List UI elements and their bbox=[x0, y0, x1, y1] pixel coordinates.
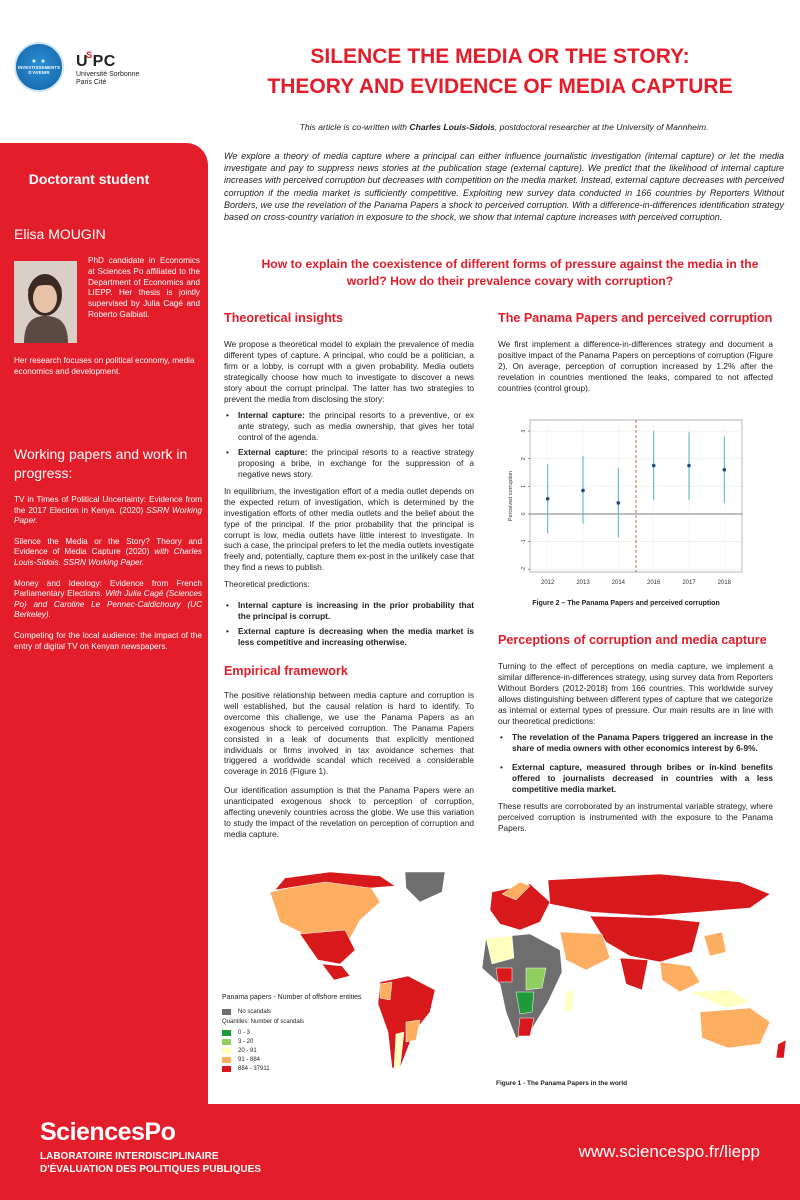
abstract: We explore a theory of media capture where a principal can either influence journalistic investigation (internal capture) or let the media investigate and pay to suppress news stories at the publication stage (external capture). We predict that the likelihood of internal capture increases with perceived corruption but decreases with competition on the media market. Instead, external capture decreases with perceived corruption if the media market is sufficiently competitive. Exploiting new survey data conducted in 166 countries by Reporters Without Borders, we use the revelation of the Panama Papers a shock to perceived corruption. With a difference-in-differences identification strategy based on cross-country variation in exposure to the shock, we show that internal capture increases with perceived corruption. bbox=[224, 151, 784, 223]
author-role: Doctorant student bbox=[28, 171, 150, 187]
works-list bbox=[14, 495, 202, 662]
poster-title bbox=[240, 42, 760, 102]
uspc-mark: $U^SPC$ bbox=[76, 50, 116, 70]
author-bio: PhD candidate in Economics at Sciences Po affiliated to the Department of Economics and LIEPP. Her thesis is jointly supervised by Julia Cagé and Roberto Galbiati. bbox=[88, 256, 200, 319]
result-bullet: • The revelation of the Panama Papers triggered an increase in the share of media owners with other economics interest by 6-9%. bbox=[498, 732, 773, 754]
legend-swatch-no-scandals bbox=[222, 1009, 231, 1015]
y-tick-label: 2 bbox=[521, 457, 527, 461]
perceptions-title: Perceptions of corruption and media capture bbox=[498, 633, 767, 647]
theory-bullet: • Internal capture: the principal resorts to a preventive, or ex ante strategy, such as media ownership, that gives her total control of the agenda. bbox=[224, 410, 474, 443]
stars-icon: ★ ★ bbox=[31, 58, 47, 65]
legend-row: No scandals bbox=[222, 1007, 422, 1016]
work-item: Competing for the local audience: the impact of the entry of digital TV on Kenyan newspapers. bbox=[14, 630, 202, 651]
x-tick-label: 2014 bbox=[611, 580, 626, 586]
sciencespo-logo: SciencesPo bbox=[40, 1118, 176, 1146]
estimate-point bbox=[546, 497, 550, 501]
legend-label: 91 - 884 bbox=[238, 1056, 261, 1063]
empirical-paragraph: The positive relationship between media capture and corruption is well established, but the causal relation is hard to identify. To overcome this challenge, we use the Panama Papers as an exogenous shock to perceived corruption. The Panama Papers consisted in a leak of documents that explicitly mentioned individuals or firms involved in tax avoidance schemes that triggered a worldwide scandal which received a considerable coverage in 2016 (Figure 1). bbox=[224, 690, 474, 777]
y-tick-label: 3 bbox=[521, 429, 527, 433]
x-tick-label: 2016 bbox=[646, 580, 661, 586]
panama-body bbox=[498, 339, 773, 400]
theory-predictions-label: Theoretical predictions: bbox=[224, 579, 310, 590]
map-legend bbox=[222, 994, 422, 1073]
legend-label: 884 - 37911 bbox=[238, 1065, 270, 1072]
legend-swatch bbox=[222, 1030, 231, 1036]
footer bbox=[0, 1104, 800, 1200]
works-title: Working papers and work in progress: bbox=[14, 446, 188, 481]
lab-name: LABORATOIRE INTERDISCIPLINAIRE D'ÉVALUATION DES POLITIQUES PUBLIQUES bbox=[40, 1151, 261, 1175]
legend-row bbox=[222, 1046, 422, 1055]
author-photo bbox=[14, 261, 77, 343]
perceptions-body bbox=[498, 661, 773, 840]
legend-title: Panama papers - Number of offshore entities bbox=[222, 994, 362, 1001]
y-tick-label: -1 bbox=[521, 539, 527, 544]
author-portrait-icon bbox=[14, 261, 77, 343]
uspc-line1: Université Sorbonne bbox=[76, 71, 140, 78]
theory-bullet: • External capture: the principal resorts to a reactive strategy proposing a bribe, in exchange for the suppression of a negative news story. bbox=[224, 447, 474, 480]
legend-label: 3 - 20 bbox=[238, 1038, 254, 1045]
legend-swatch bbox=[222, 1048, 231, 1054]
panama-paragraph: We first implement a difference-in-differences strategy and document a positive impact of the Panama Papers on perceptions of corruption (Figure 2). On average, perception of corruption increased by 1.2% after the revelation in countries mentioned the leaks, compared to not affected countries (control group). bbox=[498, 339, 773, 393]
x-tick-label: 2013 bbox=[576, 580, 590, 586]
empirical-paragraph: Our identification assumption is that the Panama Papers were an unanticipated exogenous shock to perception of corruption, affecting unevenly countries across the globe. We use this variation to study the impact of the revelation on perception of corruption and media capture. bbox=[224, 785, 474, 839]
title-line2: THEORY AND EVIDENCE OF MEDIA CAPTURE bbox=[267, 75, 733, 98]
research-question: How to explain the coexistence of different forms of pressure against the media in the world? How do their prevalence covary with corruption? bbox=[261, 257, 759, 288]
figure2-caption: Figure 2 – The Panama Papers and perceived corruption bbox=[532, 600, 720, 607]
legend-swatch bbox=[222, 1039, 231, 1045]
abstract-emphasis: Panama Papers bbox=[373, 199, 439, 210]
x-tick-label: 2017 bbox=[682, 580, 696, 586]
theory-body bbox=[224, 339, 474, 654]
theory-paragraph: In equilibrium, the investigation effort of a media outlet depends on the expected return of investigation, which is determined by the investigation efforts of other media outlets and the belief about the type of the principal. If the prior probability that the principal is corrupt is low, media outlets have little interest to investigate. In such a case, the principal prefers to let the media outlets investigate freely and, potentially, capture them ex-post in the unlikely case that they find a news to publish. bbox=[224, 485, 474, 573]
y-tick-label: 0 bbox=[521, 512, 527, 516]
title-line1: SILENCE THE MEDIA OR THE STORY: bbox=[310, 45, 690, 68]
website-link[interactable]: www.sciencespo.fr/liepp bbox=[578, 1142, 760, 1161]
legend-row bbox=[222, 1055, 422, 1064]
x-tick-label: 2018 bbox=[717, 580, 732, 586]
theory-title: Theoretical insights bbox=[224, 311, 343, 325]
perceptions-paragraph: Turning to the effect of perceptions on media capture, we implement a similar difference-in-differences strategy, using survey data from Reporters Without Borders (2012-2018) from 166 countries. This worldwide survey allows distinguishing between different types of capture that we categorize as internal or external types of pressure. Our main results are in line with our theoretical predictions: bbox=[498, 661, 773, 726]
empirical-title: Empirical framework bbox=[224, 664, 348, 678]
uspc-line2: Paris Cité bbox=[76, 79, 107, 86]
author-research: Her research focuses on political economy, media economics and development. bbox=[14, 356, 195, 376]
coauthor-note: This article is co-written with Charles Louis-Sidois, postdoctoral researcher at the University of Mannheim. bbox=[299, 122, 709, 132]
perceptions-paragraph: These results are corroborated by an instrumental variable strategy, where perceived corruption is instrumented with the exposure to the Panama Papers. bbox=[498, 800, 773, 833]
y-axis-label: Perceived corruption bbox=[508, 470, 514, 522]
estimate-point bbox=[652, 464, 656, 468]
empirical-body bbox=[224, 690, 474, 846]
y-tick-label: 1 bbox=[521, 484, 527, 488]
figure1-caption: Figure 1 - The Panama Papers in the world bbox=[496, 1080, 628, 1087]
theory-paragraph: We propose a theoretical model to explain the prevalence of media different types of capture. A principal, who could be a politician, a firm or a lobby, is corrupt with a given probability. Media outlets strategically choose how much to investigate to discover a news story about the corrupt principal. The latter has two strategies to prevent the media from disclosing the story: bbox=[224, 339, 474, 404]
legend-row bbox=[222, 1028, 422, 1037]
estimate-point bbox=[723, 468, 727, 472]
legend-label: 0 - 3 bbox=[238, 1029, 251, 1036]
investissements-avenir-logo bbox=[14, 42, 64, 92]
coauthor-name: Charles Louis-Sidois bbox=[409, 122, 495, 132]
prediction-bullet: • Internal capture is increasing in the prior probability that the principal is corrupt. bbox=[224, 600, 474, 622]
legend-label: 20 - 91 bbox=[238, 1047, 257, 1054]
logo-ia-text: INVESTISSEMENTS D'AVENIR bbox=[17, 64, 61, 75]
author-sidebar bbox=[0, 143, 208, 1200]
author-name: Elisa MOUGIN bbox=[14, 226, 106, 242]
result-bullet: • External capture, measured through bribes or in-kind benefits offered to journalists decreased in countries with a less competitive media market. bbox=[498, 762, 773, 795]
estimate-point bbox=[687, 464, 691, 468]
x-tick-label: 2012 bbox=[540, 580, 555, 586]
perceived-corruption-chart bbox=[506, 412, 750, 592]
legend-swatch bbox=[222, 1066, 231, 1072]
work-item: Silence the Media or the Story? Theory and Evidence of Media Capture (2020) with Charles Louis-Sidois. SSRN Working Paper. bbox=[14, 536, 202, 567]
legend-subtitle: Quantiles: Number of scandals bbox=[222, 1019, 305, 1025]
estimate-point bbox=[581, 489, 585, 493]
panama-title: The Panama Papers and perceived corruption bbox=[498, 311, 773, 325]
y-tick-label: -2 bbox=[521, 567, 527, 572]
estimate-point bbox=[617, 501, 621, 505]
work-item: Money and Ideology: Evidence from French Parliamentary Elections. With Julia Cagé (Sciences Po) and Caroline Le Pennec-Caldichoury (UC Berkeley). bbox=[14, 578, 202, 620]
uspc-logo bbox=[76, 50, 139, 87]
legend-row bbox=[222, 1037, 422, 1046]
prediction-bullet: • External capture is decreasing when the media market is less competitive and increasing otherwise. bbox=[224, 626, 474, 648]
work-item: TV in Times of Political Uncertainty: Evidence from the 2017 Election in Kenya. (2020) SSRN Working Paper. bbox=[14, 495, 202, 526]
legend-row bbox=[222, 1064, 422, 1073]
legend-swatch bbox=[222, 1057, 231, 1063]
